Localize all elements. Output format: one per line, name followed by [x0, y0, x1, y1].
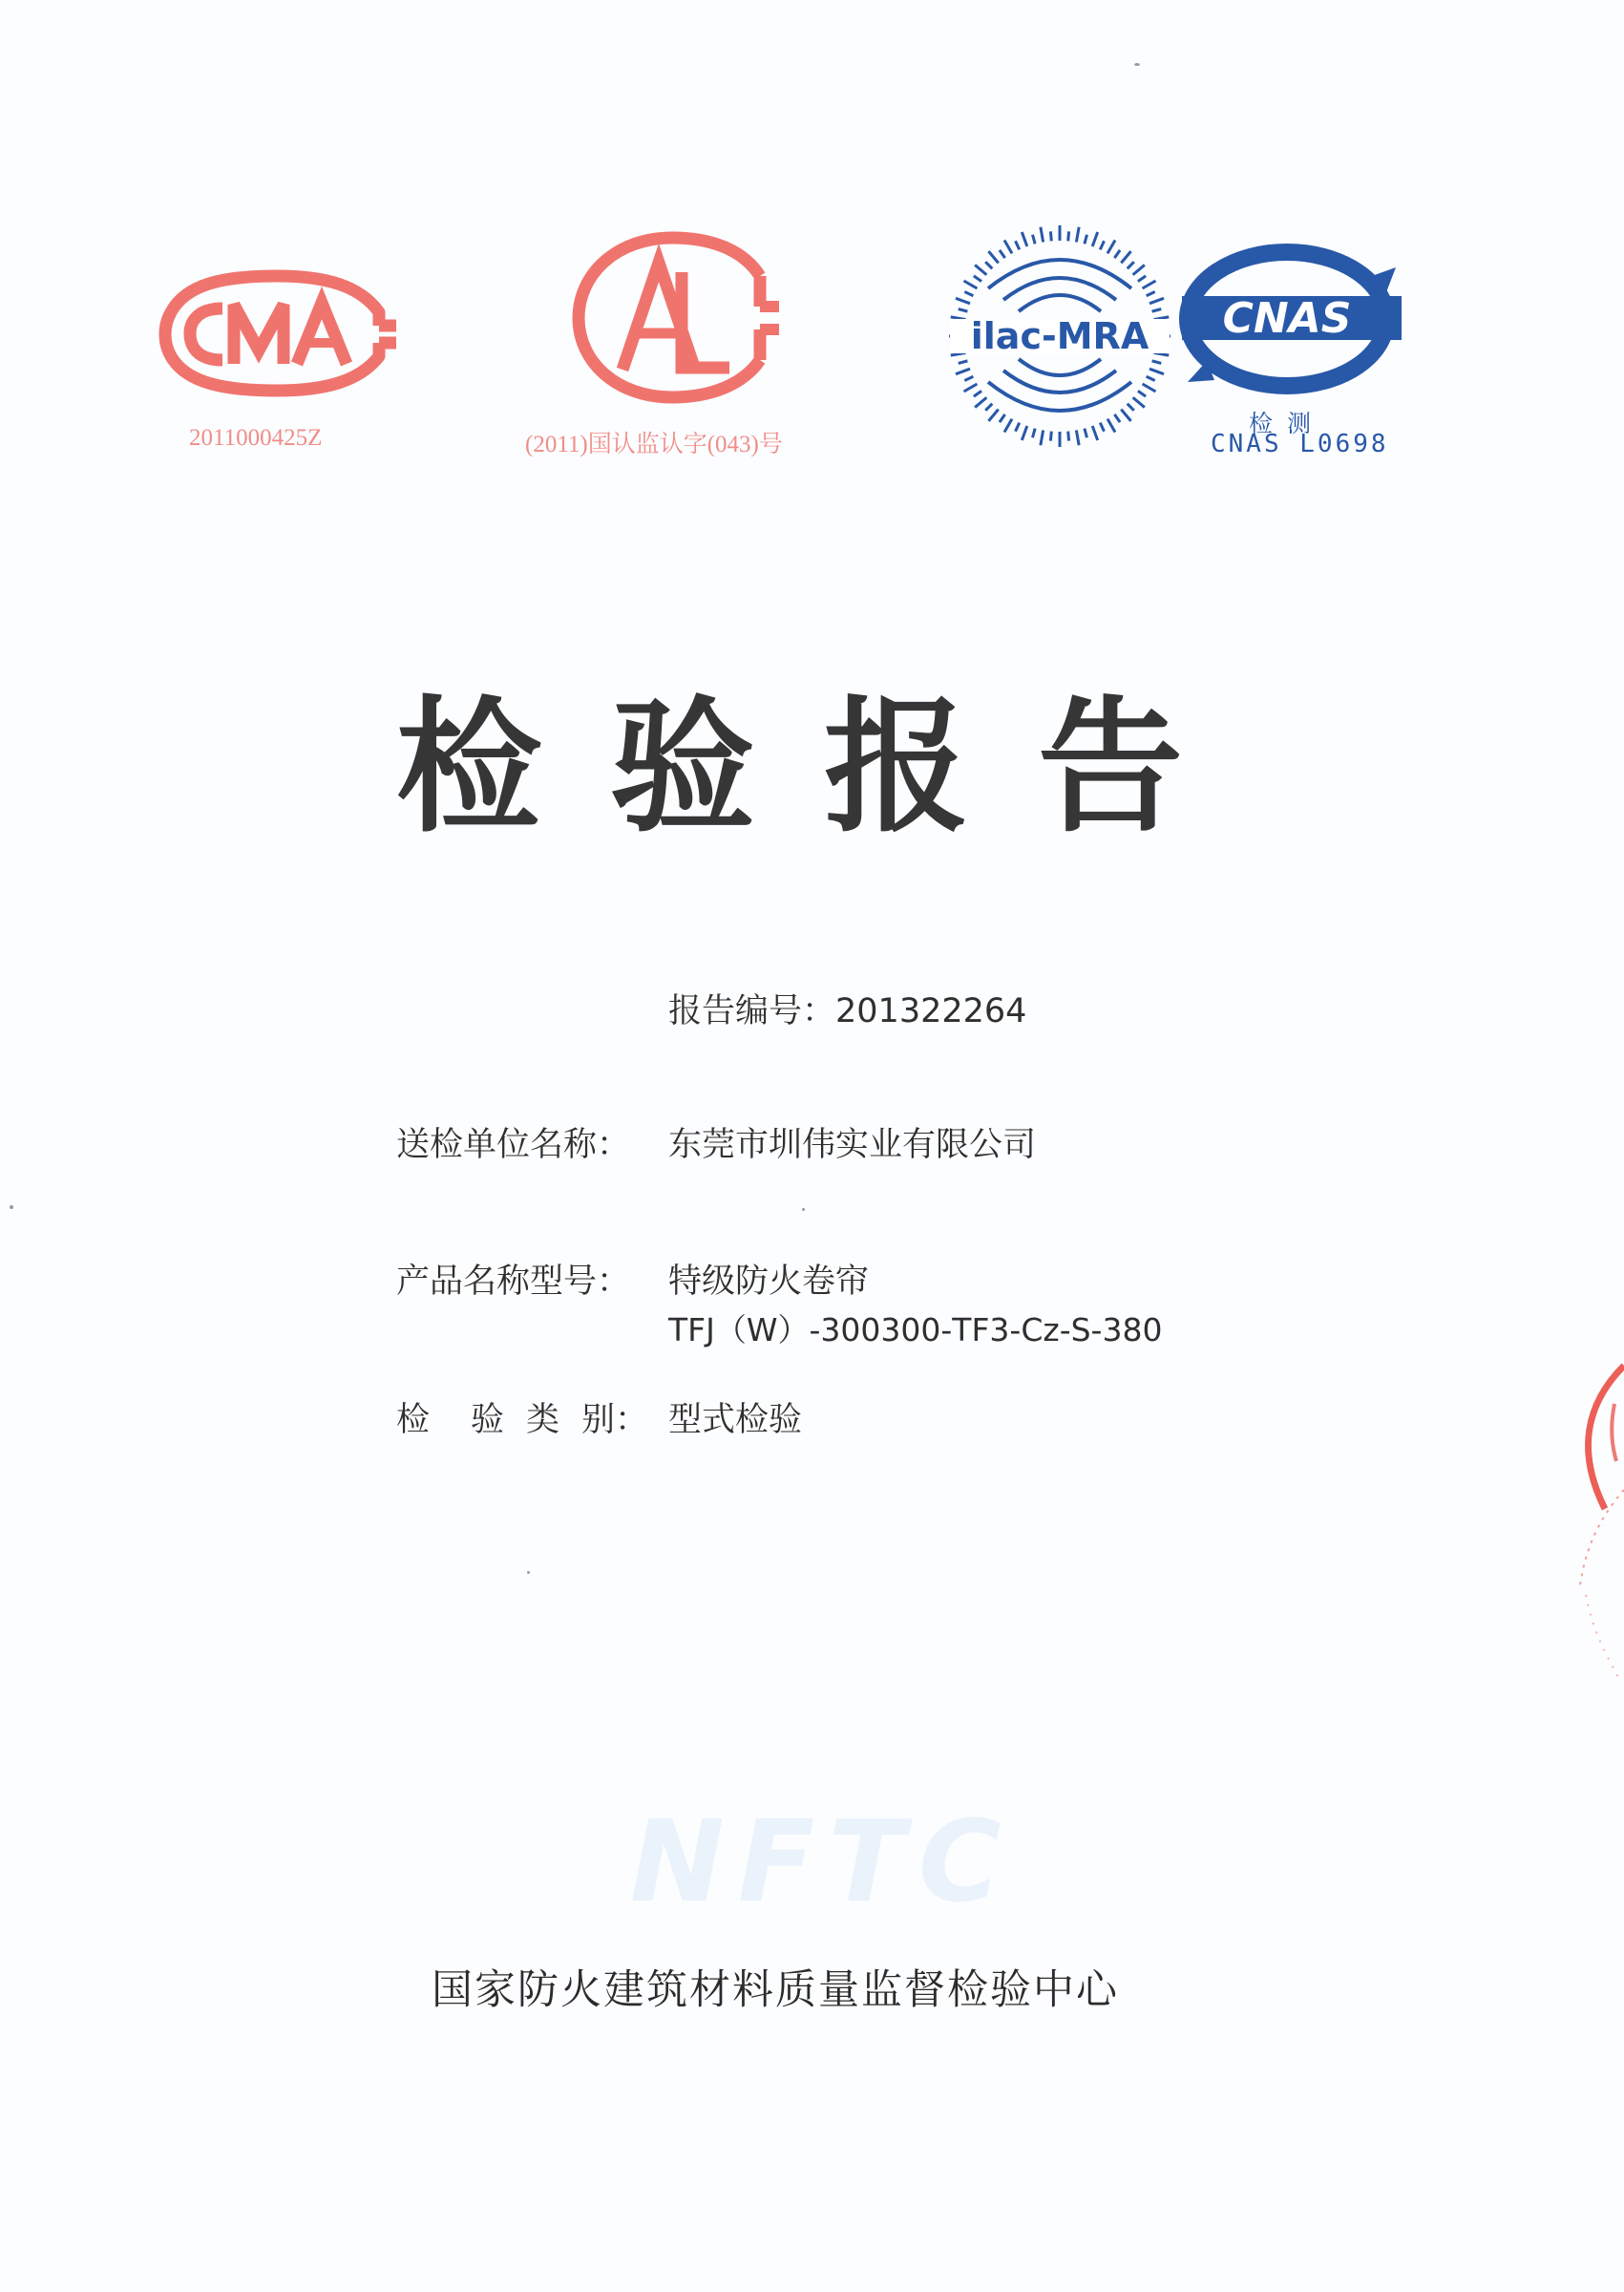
report-number	[668, 992, 1027, 1030]
report-title: 检验报告	[396, 683, 1252, 852]
scan-speck	[527, 1571, 530, 1574]
inspection-type-label: 检 验 类 别：	[396, 1401, 649, 1439]
svg-text:CNAS: CNAS	[1222, 294, 1352, 343]
nftc-watermark: NFTC	[630, 1795, 1015, 1927]
ilac-mra-logo	[950, 222, 1170, 451]
cnas-logo	[1182, 239, 1402, 401]
cal-logo	[569, 234, 779, 401]
cma-caption: 2011000425Z	[189, 425, 323, 451]
red-stamp-edge-icon	[1548, 1347, 1624, 1694]
ilac-mra-globe-icon	[950, 222, 1170, 451]
product-label: 产品名称型号：	[396, 1263, 631, 1301]
cal-seal-icon	[569, 234, 779, 401]
issuer-name: 国家防火建筑材料质量监督检验中心	[432, 1966, 1119, 2014]
scan-speck	[1134, 63, 1140, 66]
scan-speck	[10, 1205, 13, 1209]
scan-speck	[802, 1208, 805, 1211]
report-number-value: 201322264	[835, 992, 1027, 1030]
cma-seal-icon	[158, 270, 396, 396]
cal-caption: (2011)国认监认字(043)号	[525, 432, 783, 457]
cma-logo	[158, 270, 396, 396]
cnas-caption-line2: CNAS L0698	[1211, 430, 1389, 458]
cnas-caption-line1: 检 测	[1249, 410, 1312, 437]
product-name: 特级防火卷帘	[668, 1263, 870, 1301]
product-model: TFJ（W）-300300-TF3-Cz-S-380	[668, 1311, 1163, 1348]
client-label: 送检单位名称：	[396, 1126, 631, 1164]
inspection-type-value: 型式检验	[668, 1401, 803, 1439]
client-value: 东莞市圳伟实业有限公司	[668, 1126, 1037, 1164]
cnas-globe-icon	[1182, 239, 1402, 401]
svg-text:ilac-MRA: ilac-MRA	[970, 315, 1149, 357]
report-number-label: 报告编号：	[668, 992, 836, 1030]
